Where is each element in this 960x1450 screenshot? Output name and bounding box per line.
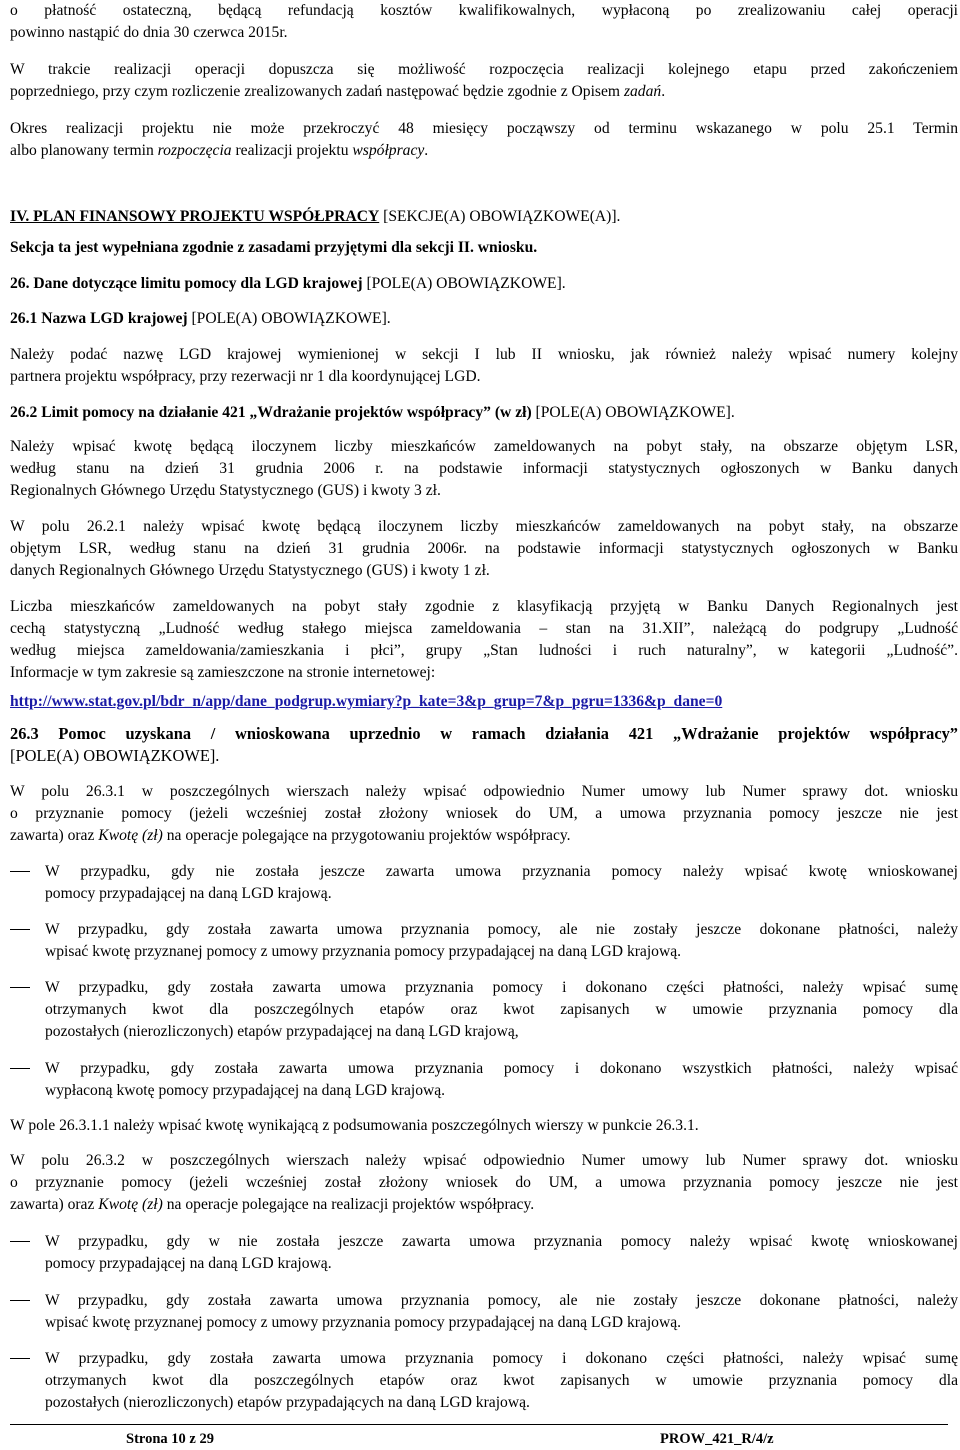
- text-run: albo planowany termin: [10, 142, 158, 159]
- text-line: [10, 402, 958, 424]
- text-line: o płatność ostateczną, będącą refundacją kosztów kwalifikowalnych, wypłaconą po zrealizowaniu całej operacji: [10, 2, 958, 19]
- text-line: Należy wpisać kwotę będącą iloczynem liczby mieszkańców zameldowanych na pobyt stały, na obszarze objętym LSR,: [10, 438, 958, 455]
- dash-bullet-icon: [10, 1068, 30, 1069]
- text-run: .: [424, 142, 429, 159]
- text-line: Regionalnych Głównego Urzędu Statystycznego (GUS) i kwoty 3 zł.: [10, 482, 441, 499]
- text-line: [10, 1194, 958, 1216]
- text-line: otrzymanych kwot dla poszczególnych etapów oraz kwot zapisanych w umowie przyznania pomocy dla: [45, 1372, 958, 1389]
- text-line: wypłaconą kwotę pomocy przypadającej na daną LGD krajową.: [45, 1082, 446, 1099]
- text-line: Okres realizacji projektu nie może przekroczyć 48 miesięcy począwszy od terminu wskazanego w polu 25.1 Termin: [10, 120, 958, 137]
- text-line: W polu 26.3.2 w poszczególnych wierszach należy wpisać odpowiednio Numer umowy lub Numer sprawy dot. wniosku: [10, 1152, 958, 1169]
- text-line: danych Regionalnych Głównego Urzędu Statystycznego (GUS) i kwoty 1 zł.: [10, 562, 490, 579]
- text-line: W przypadku, gdy została zawarta umowa przyznania pomocy i dokonano części płatności, należy wpisać sumę: [45, 1350, 958, 1367]
- text-run: zawarta) oraz: [10, 827, 99, 844]
- text-line: [10, 140, 958, 162]
- paragraph-26-2: [10, 436, 958, 502]
- heading-title: 26.1 Nazwa LGD krajowej: [10, 310, 188, 327]
- heading-title: 26. Dane dotyczące limitu pomocy dla LGD krajowej: [10, 275, 363, 292]
- text-run: .: [661, 83, 666, 100]
- text-line: W polu 26.2.1 należy wpisać kwotę będącą iloczynem liczby mieszkańców zameldowanych na pobyt stały, na obszarze: [10, 518, 958, 535]
- text-run: na operacje polegające na realizacji projektów współpracy.: [162, 1196, 535, 1213]
- heading-requirement: [SEKCJE(A) OBOWIĄZKOWE(A)].: [379, 208, 621, 225]
- stat-gov-link[interactable]: http://www.stat.gov.pl/bdr_n/app/dane_podgrup.wymiary?p_kate=3&p_grup=7&p_pgru=1336&p_dane=0: [10, 693, 723, 710]
- text-line: [10, 273, 958, 295]
- text-line: partnera projektu współpracy, przy rezerwacji nr 1 dla koordynującej LGD.: [10, 368, 481, 385]
- dash-bullet-icon: [10, 987, 30, 988]
- text-line: otrzymanych kwot dla poszczególnych etapów oraz kwot zapisanych w umowie przyznania pomocy dla: [45, 1001, 958, 1018]
- text-line: cechą statystyczną „Ludność według stałego miejsca zameldowania – stan na 31.XII”, należącą do podgrupy „Ludność: [10, 620, 958, 637]
- text-line: W przypadku, gdy została zawarta umowa przyznania pomocy, ale nie zostały jeszcze dokonane płatności, należy: [45, 1292, 958, 1309]
- dash-bullet-icon: [10, 929, 30, 930]
- text-line: wpisać kwotę przyznanej pomocy z umowy przyznania pomocy przypadającej na daną LGD krajową.: [45, 1314, 682, 1331]
- text-line: [10, 206, 958, 228]
- paragraph-26-3-1: [10, 781, 958, 847]
- text-line: pomocy przypadającej na daną LGD krajową.: [45, 1255, 332, 1272]
- text-line: [10, 81, 958, 103]
- text-line: W przypadku, gdy została zawarta umowa przyznania pomocy i dokonano części płatności, należy wpisać sumę: [45, 979, 958, 996]
- text-run: poprzedniego, przy czym rozliczenie zrealizowanych zadań następować będzie zgodnie z Opisem: [10, 83, 624, 100]
- dash-bullet-icon: [10, 1241, 30, 1242]
- italic-run: współpracy: [352, 142, 425, 159]
- dash-bullet-icon: [10, 1300, 30, 1301]
- text-line: Należy podać nazwę LGD krajowej wymienionej w sekcji I lub II wniosku, jak również należy wpisać numery kolejny: [10, 346, 958, 363]
- paragraph-26-3-1-1: [10, 1115, 958, 1137]
- heading-26-3: [10, 723, 958, 767]
- text-line: W polu 26.3.1 w poszczególnych wierszach należy wpisać odpowiednio Numer umowy lub Numer sprawy dot. wniosku: [10, 783, 958, 800]
- heading-26: [10, 273, 958, 295]
- dash-bullet-icon: [10, 1358, 30, 1359]
- text-run: zawarta) oraz: [10, 1196, 99, 1213]
- paragraph-26-2-1: [10, 516, 958, 582]
- paragraph-population: [10, 596, 958, 684]
- text-line: W przypadku, gdy została zawarta umowa przyznania pomocy i dokonano wszystkich płatności, należy wpisać: [45, 1060, 958, 1077]
- italic-run: zadań: [623, 83, 662, 100]
- paragraph-26-1: [10, 344, 958, 388]
- section-note: [10, 237, 958, 259]
- text-line: pomocy przypadającej na daną LGD krajową.: [45, 885, 332, 902]
- paragraph-26-3-2: [10, 1150, 958, 1216]
- heading-title: IV. PLAN FINANSOWY PROJEKTU WSPÓŁPRACY: [10, 208, 380, 225]
- text-line: Sekcja ta jest wypełniana zgodnie z zasadami przyjętymi dla sekcji II. wniosku.: [10, 239, 538, 256]
- italic-run: Kwotę (zł): [98, 827, 163, 844]
- dash-bullet-icon: [10, 871, 30, 872]
- text-line: objętym LSR, według stanu na dzień 31 grudnia 2006r. na podstawie informacji statystycznych ogłoszonych w Banku: [10, 540, 958, 557]
- text-line: W trakcie realizacji operacji dopuszcza się możliwość rozpoczęcia realizacji kolejnego etapu przed zakończeniem: [10, 61, 958, 78]
- text-line: powinno nastąpić do dnia 30 czerwca 2015r.: [10, 24, 288, 41]
- text-line: o przyznanie pomocy (jeżeli wcześniej został złożony wniosek do UM, a umowa przyznania pomocy jeszcze nie jest: [10, 805, 958, 822]
- heading-title: 26.2 Limit pomocy na działanie 421 „Wdrażanie projektów współpracy” (w zł): [10, 404, 532, 421]
- heading-26-2: [10, 402, 958, 424]
- text-line: W przypadku, gdy została zawarta umowa przyznania pomocy, ale nie zostały jeszcze dokonane płatności, należy: [45, 921, 958, 938]
- paragraph-project-period: [10, 118, 958, 162]
- text-line: [10, 308, 958, 330]
- text-run: realizacji projektu: [231, 142, 353, 159]
- stat-link-row: [10, 691, 958, 713]
- text-line: 26.3 Pomoc uzyskana / wnioskowana uprzednio w ramach działania 421 „Wdrażanie projektów współpracy”: [10, 724, 958, 743]
- text-line: [10, 825, 958, 847]
- text-line: W przypadku, gdy w nie została jeszcze zawarta umowa przyznania pomocy należy wpisać kwotę wnioskowanej: [45, 1233, 958, 1250]
- text-line: W pole 26.3.1.1 należy wpisać kwotę wynikającą z podsumowania poszczególnych wierszy w punkcie 26.3.1.: [10, 1117, 699, 1134]
- heading-26-1: [10, 308, 958, 330]
- text-line: według stanu na dzień 31 grudnia 2006 r. na podstawie informacji statystycznych ogłoszonych w Banku danych: [10, 460, 958, 477]
- text-line: W przypadku, gdy nie została jeszcze zawarta umowa przyznania pomocy należy wpisać kwotę wnioskowanej: [45, 863, 958, 880]
- text-line: [10, 691, 958, 713]
- text-line: według miejsca zameldowania/zamieszkania i płci”, grupy „Stan ludności i ruch naturalny”, w kategorii „Ludność”.: [10, 642, 958, 659]
- paragraph-final-payment: [10, 0, 958, 44]
- text-line: Liczba mieszkańców zameldowanych na pobyt stały zgodnie z klasyfikacją przyjętą w Banku Danych Regionalnych jest: [10, 598, 958, 615]
- heading-requirement: [POLE(A) OBOWIĄZKOWE].: [531, 404, 735, 421]
- text-line: wpisać kwotę przyznanej pomocy z umowy przyznania pomocy przypadającej na daną LGD krajową.: [45, 943, 682, 960]
- text-line: pozostałych (nierozliczonych) etapów przypadającej na daną LGD krajową,: [45, 1023, 519, 1040]
- footer-page-number: Strona 10 z 29: [126, 1431, 214, 1447]
- text-line: pozostałych (nierozliczonych) etapów przypadających na daną LGD krajową.: [45, 1394, 530, 1411]
- italic-run: Kwotę (zł): [98, 1196, 163, 1213]
- paragraph-stages: [10, 59, 958, 103]
- italic-run: rozpoczęcia: [157, 142, 232, 159]
- text-run: na operacje polegające na przygotowaniu projektów współpracy.: [162, 827, 571, 844]
- section-heading-iv: [10, 206, 958, 228]
- text-line: [POLE(A) OBOWIĄZKOWE].: [10, 746, 220, 765]
- footer-document-code: PROW_421_R/4/z: [660, 1431, 774, 1447]
- text-line: o przyznanie pomocy (jeżeli wcześniej został złożony wniosek do UM, a umowa przyznania pomocy jeszcze nie jest: [10, 1174, 958, 1191]
- footer-divider: [10, 1424, 948, 1425]
- heading-requirement: [POLE(A) OBOWIĄZKOWE].: [187, 310, 391, 327]
- heading-requirement: [POLE(A) OBOWIĄZKOWE].: [362, 275, 566, 292]
- text-line: Informacje w tym zakresie są zamieszczone na stronie internetowej:: [10, 664, 436, 681]
